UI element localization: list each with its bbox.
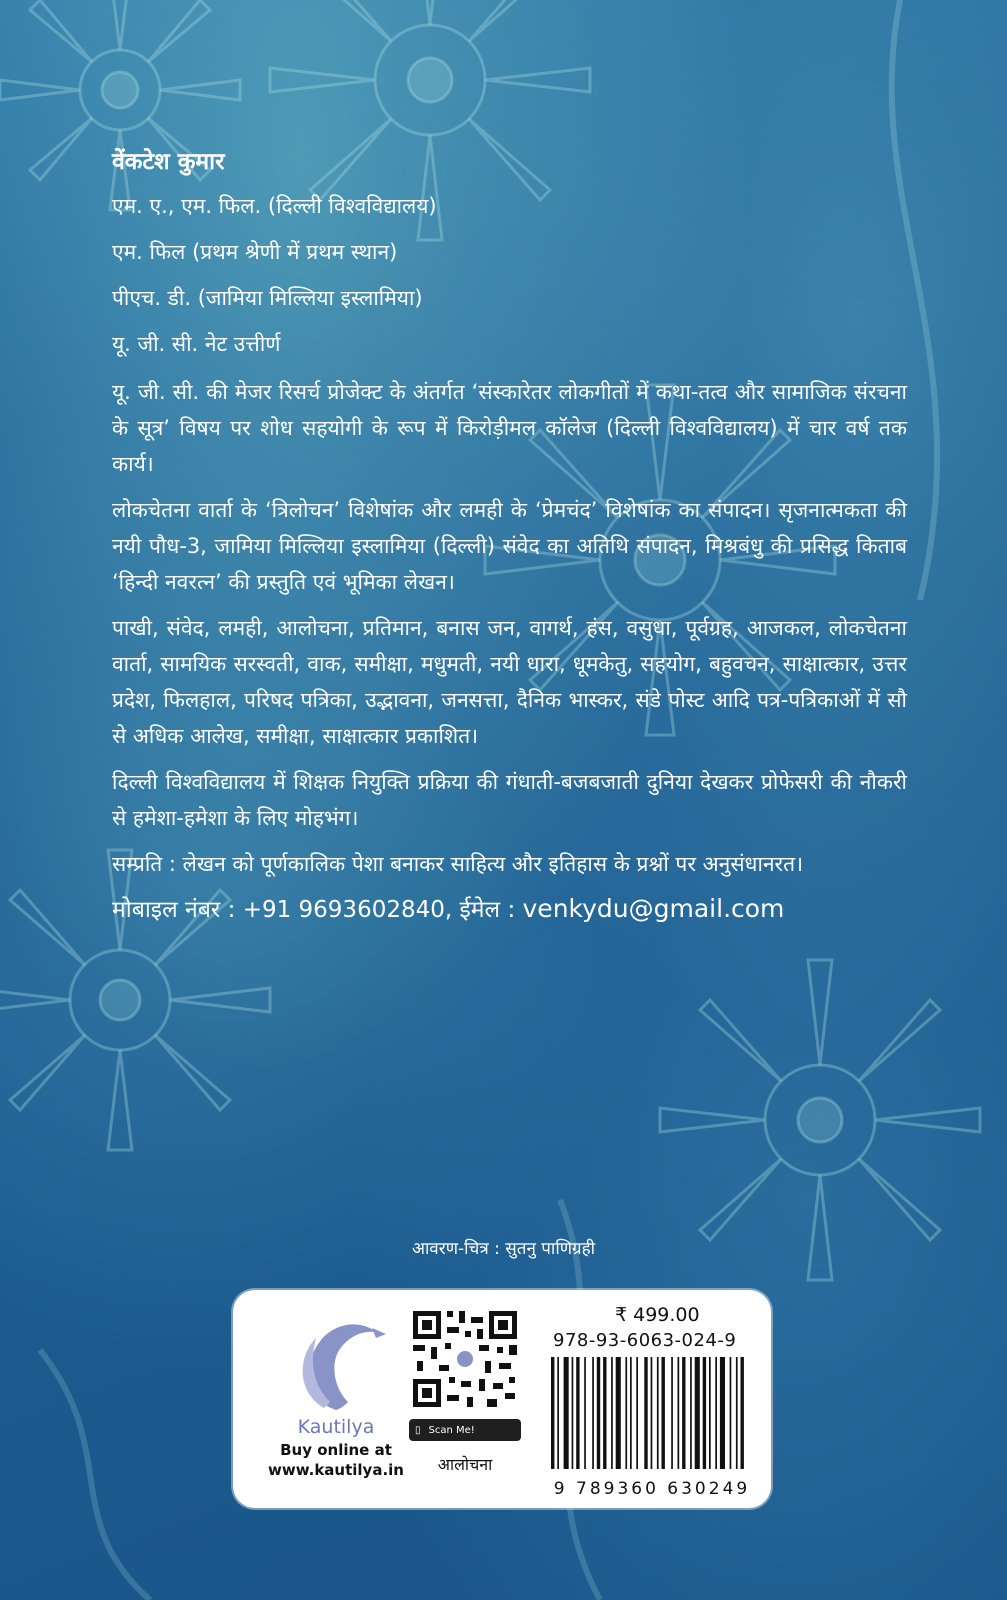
scan-me-label: ▯ Scan Me! bbox=[409, 1419, 521, 1441]
price: ₹ 499.00 bbox=[615, 1304, 700, 1326]
bio-paragraph: पाखी, संवेद, लमही, आलोचना, प्रतिमान, बनास जन, वागर्थ, हंस, वसुधा, पूर्वग्रह, आजकल, लोकचेतना वार्ता, सामयिक सरस्वती, वाक, समीक्षा, मधुमती, नयी धारा, धूमकेतु, सहयोग, बहुवचन, साक्षात्कार, उत्तर प्रदेश, फिलहाल, परिषद पत्रिका, उद्भावना, जनसत्ता, दैनिक भास्कर, संडे पोस्ट आदि पत्र-पत्रिकाओं में सौ से अधिक आलेख, समीक्षा, साक्षात्कार प्रकाशित। bbox=[112, 616, 907, 748]
credential-line: पीएच. डी. (जामिया मिल्लिया इस्लामिया) bbox=[112, 286, 423, 310]
barcode-number: 9 789360 630249 bbox=[553, 1479, 751, 1499]
mobile-label: मोबाइल नंबर : bbox=[112, 897, 236, 923]
credential-line: यू. जी. सी. नेट उत्तीर्ण bbox=[112, 332, 281, 356]
barcode-block bbox=[545, 1304, 759, 1499]
credential-line: एम. फिल (प्रथम श्रेणी में प्रथम स्थान) bbox=[112, 240, 398, 264]
credential-line: एम. ए., एम. फिल. (दिल्ली विश्वविद्यालय) bbox=[112, 194, 437, 218]
author-name: वेंकटेश कुमार bbox=[112, 149, 225, 175]
qr-code-block bbox=[409, 1307, 521, 1475]
phone-icon: ▯ bbox=[415, 1424, 421, 1436]
buy-online-text: Buy online at www.kautilya.in bbox=[268, 1441, 404, 1479]
bio-paragraph: सम्प्रति : लेखन को पूर्णकालिक पेशा बनाकर साहित्य और इतिहास के प्रश्नों पर अनुसंधानरत। bbox=[112, 852, 804, 876]
author-bio bbox=[112, 144, 907, 924]
bio-paragraph: लोकचेतना वार्ता के ‘त्रिलोचन’ विशेषांक और लमही के ‘प्रेमचंद’ विशेषांक का संपादन। सृजनात्मकता की नयी पौध-3, जामिया मिल्लिया इस्लामिया (दिल्ली) संवेद का अतिथि संपादन, मिश्रबंधु की प्रसिद्ध किताब ‘हिन्दी नवरत्न’ की प्रस्तुति एवं भूमिका लेखन। bbox=[112, 498, 907, 594]
qr-code-icon bbox=[409, 1307, 521, 1411]
contact-line bbox=[112, 892, 907, 924]
mobile-number: +91 9693602840, bbox=[242, 897, 453, 923]
barcode-icon bbox=[545, 1355, 759, 1473]
publisher-logo bbox=[261, 1310, 411, 1500]
email-address: venkydu@gmail.com bbox=[522, 894, 785, 923]
book-category: आलोचना bbox=[437, 1455, 493, 1474]
publisher-box bbox=[233, 1290, 771, 1508]
email-label: ईमेल : bbox=[459, 897, 516, 923]
bio-paragraph: यू. जी. सी. की मेजर रिसर्च प्रोजेक्ट के अंतर्गत ‘संस्कारेतर लोकगीतों में कथा-तत्व और सामाजिक संरचना के सूत्र’ विषय पर शोध सहयोगी के रूप में किरोड़ीमल कॉलेज (दिल्ली विश्वविद्यालय) में चार वर्ष तक कार्य। bbox=[112, 380, 907, 476]
publisher-brand: Kautilya bbox=[297, 1416, 375, 1438]
cover-credit: आवरण-चित्र : सुतनु पाणिग्रही bbox=[411, 1239, 596, 1259]
kautilya-logo-icon bbox=[276, 1310, 396, 1420]
isbn: 978-93-6063-024-9 bbox=[553, 1330, 737, 1351]
bio-paragraph: दिल्ली विश्वविद्यालय में शिक्षक नियुक्ति प्रक्रिया की गंधाती-बजबजाती दुनिया देखकर प्रोफेसरी की नौकरी से हमेशा-हमेशा के लिए मोहभंग। bbox=[112, 770, 907, 830]
